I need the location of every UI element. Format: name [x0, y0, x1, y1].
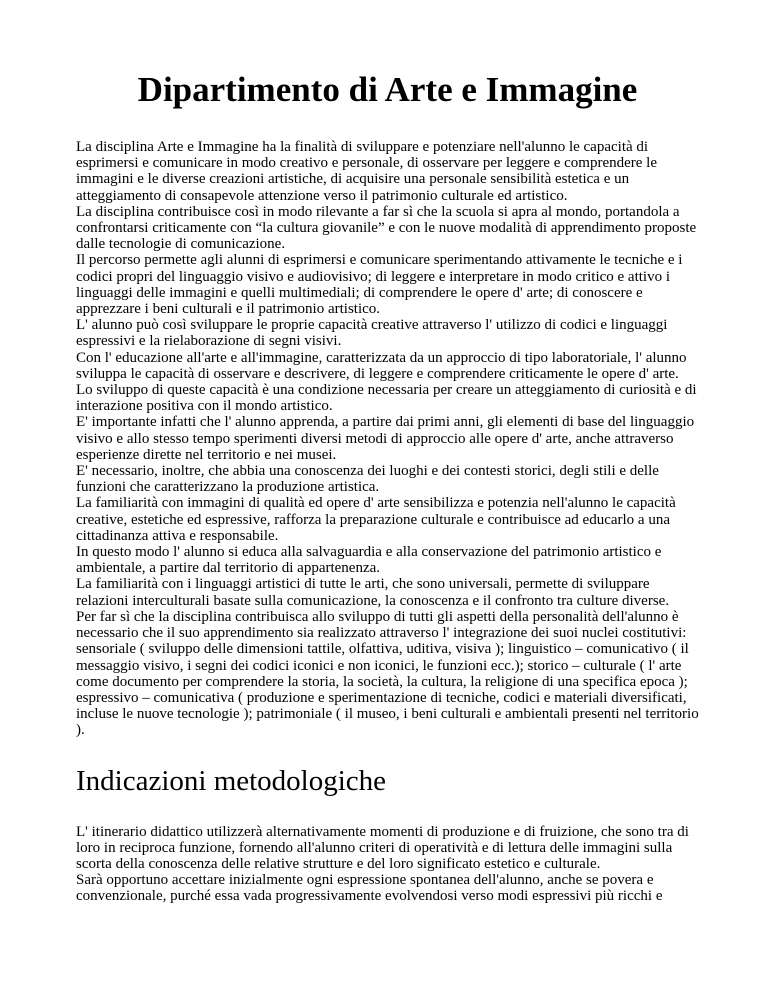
paragraph: E' necessario, inoltre, che abbia una conoscenza dei luoghi e dei contesti storici, degli stili e delle funzioni che caratterizzano la produzione artistica. [76, 463, 659, 496]
paragraph: Sarà opportuno accettare inizialmente ogni espressione spontanea dell'alunno, anche se povera e convenzionale, purché essa vada progressivamente evolvendosi verso modi espressivi più ricchi e [76, 872, 663, 905]
paragraph: La disciplina Arte e Immagine ha la finalità di sviluppare e potenziare nell'alunno le capacità di esprimersi e comunicare in modo creativo e personale, di osservare per leggere e comprendere le immagini e le diverse creazioni artistiche, di acquisire una personale sensibilità estetica e un atteggiamento di consapevole attenzione verso il patrimonio culturale ed artistico. [76, 139, 657, 204]
paragraph: Per far sì che la disciplina contribuisca allo sviluppo di tutti gli aspetti della personalità dell'alunno è necessario che il suo apprendimento sia realizzato attraverso l' integrazione dei suoi nuclei costitutivi: sensoriale ( sviluppo delle dimensioni tattile, olfattiva, uditiva, visiva ); linguistico – comunicativo ( il messaggio visivo, i segni dei codici iconici e non iconici, le funzioni ecc.); storico – culturale ( l' arte come documento per comprendere la storia, la società, la cultura, la religione di una specifica epoca ); espressivo – comunicativa ( produzione e sperimentazione di tecniche, codici e materiali diversificati, incluse le nuove tecnologie ); patrimoniale ( il museo, i beni culturali e ambientali presenti nel territorio ). [76, 608, 699, 739]
paragraph: In questo modo l' alunno si educa alla salvaguardia e alla conservazione del patrimonio artistico e ambientale, a partire dal territorio di appartenenza. [76, 544, 662, 577]
section-heading: Indicazioni metodologiche [76, 764, 387, 797]
paragraph: Il percorso permette agli alunni di esprimersi e comunicare sperimentando attivamente le tecniche e i codici propri del linguaggio visivo e audiovisivo; di leggere e interpretare in modo critico e attivo i linguaggi delle immagini e quelli multimediali; di comprendere le opere d' arte; di conoscere e apprezzare i beni culturali e il patrimonio artistico. [76, 252, 683, 318]
intro-text [76, 139, 699, 739]
document-title: Dipartimento di Arte e Immagine [137, 70, 638, 109]
section-text [76, 824, 699, 905]
paragraph: L' itinerario didattico utilizzerà alternativamente momenti di produzione e di fruizione, che sono tra di loro in reciproca funzione, fornendo all'alunno criteri di operatività e di lettura delle immagini sulla scorta della conoscenza delle relative strutture e del loro significato estetico e culturale. [76, 823, 689, 872]
paragraph: La familiarità con immagini di qualità ed opere d' arte sensibilizza e potenzia nell'alunno le capacità creative, estetiche ed espressive, rafforza la preparazione culturale e contribuisce ad educarlo a una cittadinanza attiva e responsabile. [76, 495, 676, 544]
paragraph: L' alunno può così sviluppare le proprie capacità creative attraverso l' utilizzo di codici e linguaggi espressivi e la rielaborazione di segni visivi. [76, 317, 668, 350]
paragraph: Lo sviluppo di queste capacità è una condizione necessaria per creare un atteggiamento di curiosità e di interazione positiva con il mondo artistico. [76, 382, 697, 415]
paragraph: La disciplina contribuisce così in modo rilevante a far sì che la scuola si apra al mondo, portandola a confrontarsi criticamente con “la cultura giovanile” e con le nuove modalità di apprendimento proposte dalle tecnologie di comunicazione. [76, 203, 697, 253]
paragraph: E' importante infatti che l' alunno apprenda, a partire dai primi anni, gli elementi di base del linguaggio visivo e allo stesso tempo sperimenti diversi metodi di approccio alle opere d' arte, anche attraverso esperienze dirette nel territorio e nei musei. [76, 414, 695, 463]
paragraph: Con l' educazione all'arte e all'immagine, caratterizzata da un approccio di tipo laboratoriale, l' alunno sviluppa le capacità di osservare e descrivere, di leggere e comprendere criticamente le opere d' arte. [76, 349, 687, 382]
paragraph: La familiarità con i linguaggi artistici di tutte le arti, che sono universali, permette di sviluppare relazioni interculturali basate sulla comunicazione, la conoscenza e il confronto tra culture diverse. [76, 576, 670, 609]
